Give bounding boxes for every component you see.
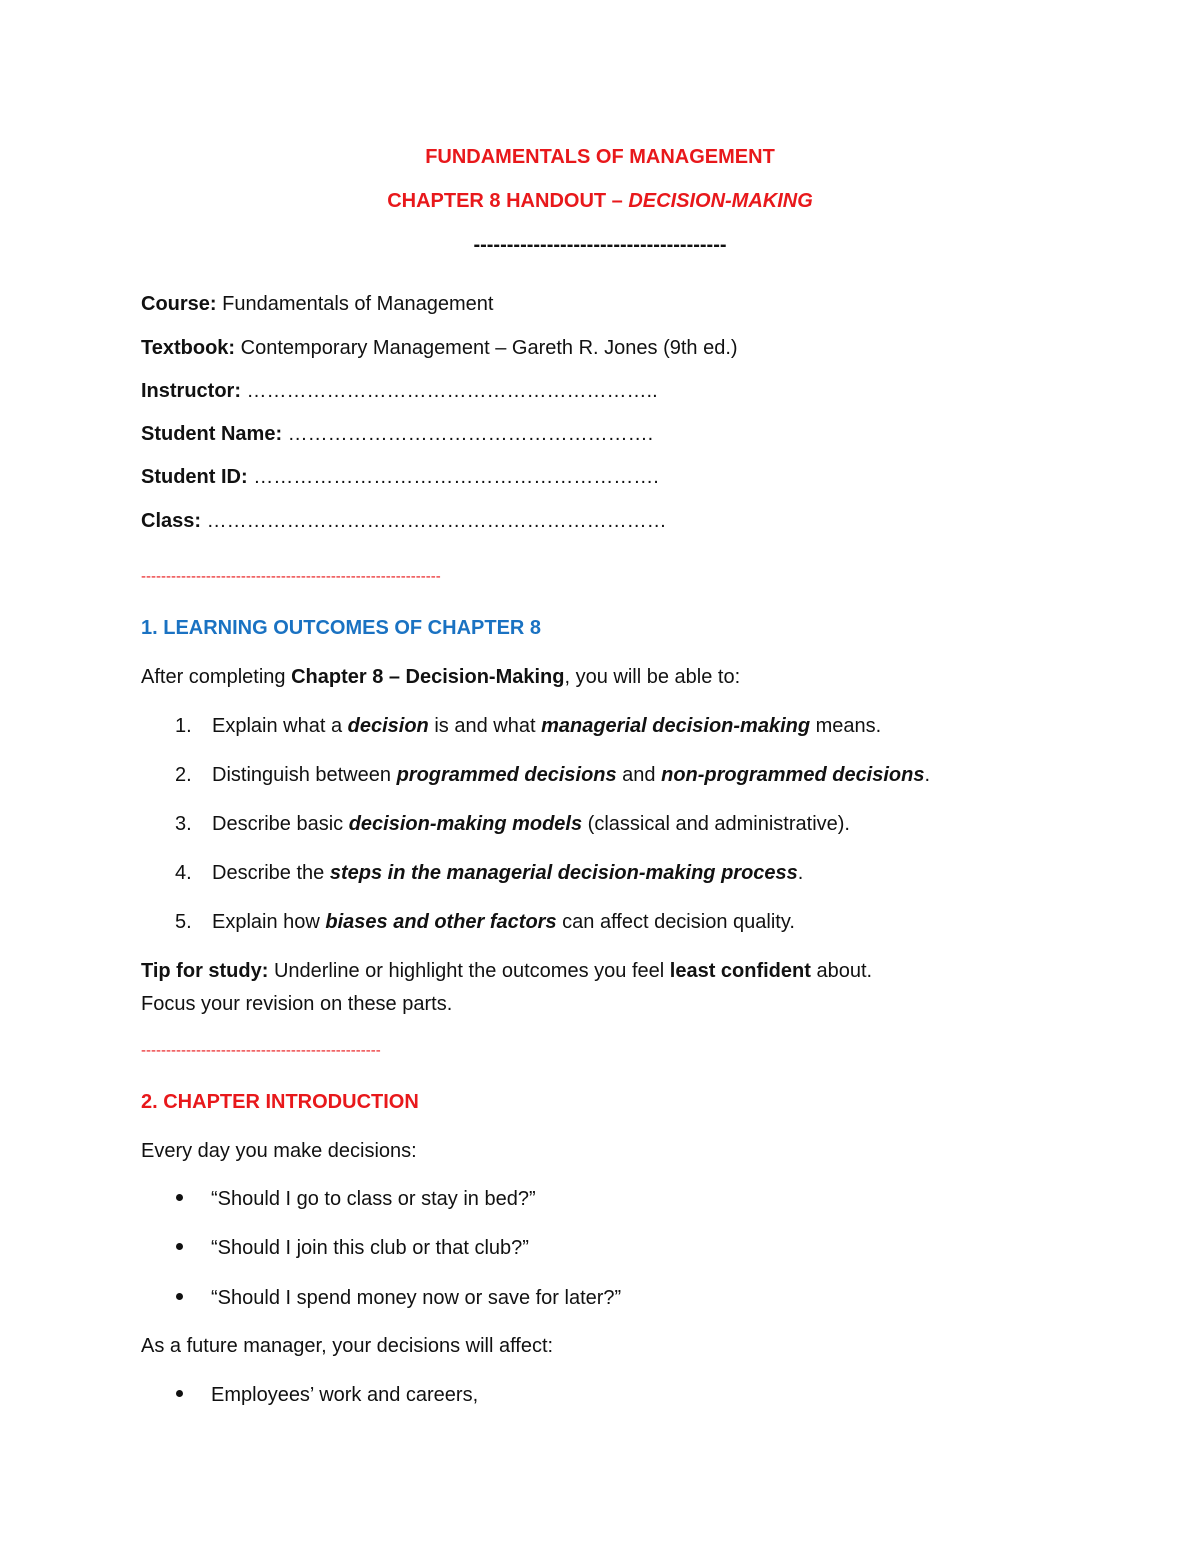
study-tip-line2: Focus your revision on these parts. — [141, 993, 453, 1015]
list-item: Employees’ work and careers, — [141, 1383, 478, 1408]
list-item: “Should I spend money now or save for later?” — [141, 1286, 621, 1311]
document-subtitle: CHAPTER 8 HANDOUT – DECISION-MAKING — [387, 190, 813, 212]
list-item: “Should I join this club or that club?” — [141, 1236, 529, 1261]
section-divider-1: ------------------------------------------------------------ — [141, 568, 441, 585]
outcome-item-4: 4. Describe the steps in the managerial decision-making process. — [175, 862, 804, 884]
bullet-icon — [141, 1286, 211, 1311]
instructor-line: Instructor: …………………………………………………….. — [141, 380, 658, 402]
bullet-icon — [141, 1187, 211, 1212]
outcome-item-2: 2. Distinguish between programmed decisions and non-programmed decisions. — [175, 764, 931, 786]
document-title: FUNDAMENTALS OF MANAGEMENT — [425, 146, 775, 168]
section-1-heading: 1. LEARNING OUTCOMES OF CHAPTER 8 — [141, 617, 542, 639]
bullet-icon — [141, 1383, 211, 1408]
outcome-item-1: 1. Explain what a decision is and what managerial decision-making means. — [175, 715, 882, 737]
student-name-line: Student Name: ………………………………………………. — [141, 423, 654, 445]
study-tip: Tip for study: Underline or highlight the outcomes you feel least confident about. — [141, 960, 873, 982]
section-2-intro: Every day you make decisions: — [141, 1140, 417, 1162]
affect-intro: As a future manager, your decisions will affect: — [141, 1335, 554, 1357]
header-divider: -------------------------------------- — [473, 234, 727, 256]
section-1-intro: After completing Chapter 8 – Decision-Making, you will be able to: — [141, 666, 741, 688]
class-line: Class: …………………………………………………………… — [141, 510, 667, 532]
student-id-line: Student ID: ……………………………………………………. — [141, 466, 659, 488]
outcome-item-5: 5. Explain how biases and other factors can affect decision quality. — [175, 911, 795, 933]
course-line: Course: Fundamentals of Management — [141, 293, 494, 315]
list-item: “Should I go to class or stay in bed?” — [141, 1187, 536, 1212]
section-divider-2: ------------------------------------------------ — [141, 1042, 381, 1059]
textbook-line: Textbook: Contemporary Management – Gareth R. Jones (9th ed.) — [141, 337, 738, 359]
section-2-heading: 2. CHAPTER INTRODUCTION — [141, 1091, 419, 1113]
outcome-item-3: 3. Describe basic decision-making models (classical and administrative). — [175, 813, 850, 835]
bullet-icon — [141, 1236, 211, 1261]
